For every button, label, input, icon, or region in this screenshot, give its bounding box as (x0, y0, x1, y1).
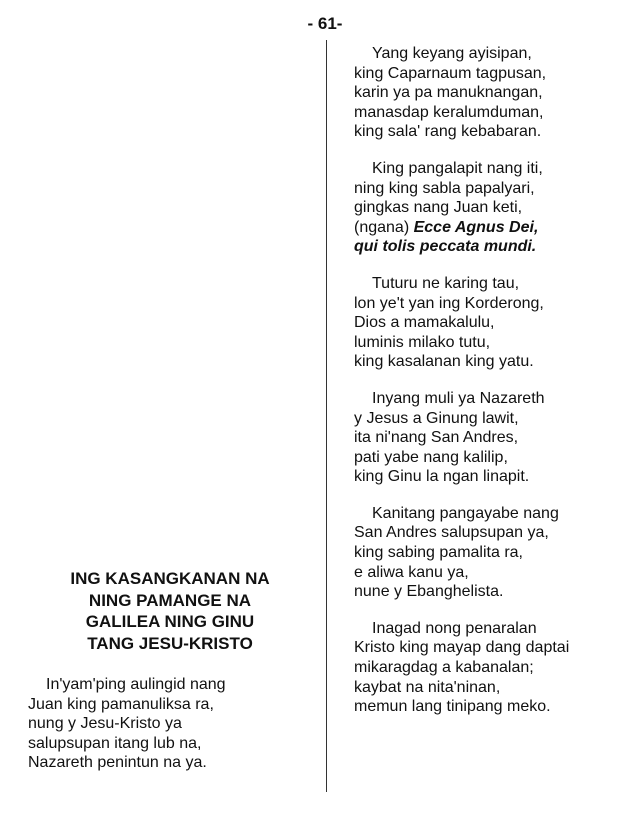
stanza-1 (354, 44, 634, 142)
verse-line: Kristo king mayap dang daptai (354, 639, 570, 657)
verse-line: Nazareth penintun na ya. (28, 754, 207, 772)
verse-line: manasdap keralumduman, (354, 103, 544, 121)
verse-line-mixed (354, 218, 634, 238)
verse-line: ita ni'nang San Andres, (354, 429, 519, 447)
verse-line: e aliwa kanu ya, (354, 563, 469, 581)
section-title (28, 568, 312, 654)
verse-line: memun lang tinipang meko. (354, 698, 551, 716)
verse-line: Dios a mamakalulu, (354, 314, 495, 332)
section-title-line: TANG JESU-KRISTO (87, 633, 253, 653)
verse-line: nune y Ebanghelista. (354, 583, 504, 601)
verse-line: king kasalanan king yatu. (354, 353, 534, 371)
verse-line: king Ginu la ngan linapit. (354, 468, 530, 486)
verse-line: king sabing pamalita ra, (354, 544, 523, 562)
verse-line: Tuturu ne karing tau, (372, 274, 520, 292)
verse-line: Juan king pamanuliksa ra, (28, 695, 214, 713)
left-column (28, 568, 312, 790)
verse-line: Inyang muli ya Nazareth (372, 389, 545, 407)
verse-line: luminis milako tutu, (354, 333, 491, 351)
verse-line: salupsupan itang lub na, (28, 734, 202, 752)
verse-line: king sala' rang kebabaran. (354, 123, 542, 141)
verse-line: pati yabe nang kalilip, (354, 448, 508, 466)
stanza-2 (354, 159, 634, 257)
verse-line-prefix: (ngana) (354, 218, 410, 236)
latin-phrase-line: qui tolis peccata mundi. (354, 238, 537, 256)
page-number: - 61- (307, 14, 343, 33)
section-title-line: GALILEA NING GINU (85, 612, 255, 631)
stanza-4 (354, 389, 634, 487)
stanza-5 (354, 504, 634, 602)
verse-line: karin ya pa manuknangan, (354, 84, 543, 102)
stanza-6 (354, 619, 634, 717)
verse-line: kaybat na nita'ninan, (354, 678, 501, 696)
verse-line: ning king sabla papalyari, (354, 179, 535, 197)
verse-line: Kanitang pangayabe nang (372, 504, 559, 522)
verse-line: lon ye't yan ing Korderong, (354, 294, 544, 312)
verse-line: king Caparnaum tagpusan, (354, 64, 547, 82)
verse-line: Inagad nong penaralan (372, 619, 537, 637)
verse-line: mikaragdag a kabanalan; (354, 659, 534, 677)
column-divider (326, 40, 327, 792)
verse-line: y Jesus a Ginung lawit, (354, 409, 519, 427)
verse-line: gingkas nang Juan keti, (354, 199, 523, 217)
verse-line: nung y Jesu-Kristo ya (28, 715, 182, 733)
verse-line: San Andres salupsupan ya, (354, 524, 549, 542)
verse-line: King pangalapit nang iti, (372, 159, 543, 177)
section-title-line: ING KASANGKANAN NA (70, 569, 270, 588)
latin-phrase: Ecce Agnus Dei, (413, 218, 539, 236)
verse-line: In'yam'ping aulingid nang (46, 676, 226, 693)
stanza-3 (354, 274, 634, 372)
verse-line: Yang keyang ayisipan, (372, 45, 532, 62)
right-column (354, 44, 634, 734)
left-stanza (28, 675, 312, 773)
section-title-line: NING PAMANGE NA (88, 590, 252, 610)
